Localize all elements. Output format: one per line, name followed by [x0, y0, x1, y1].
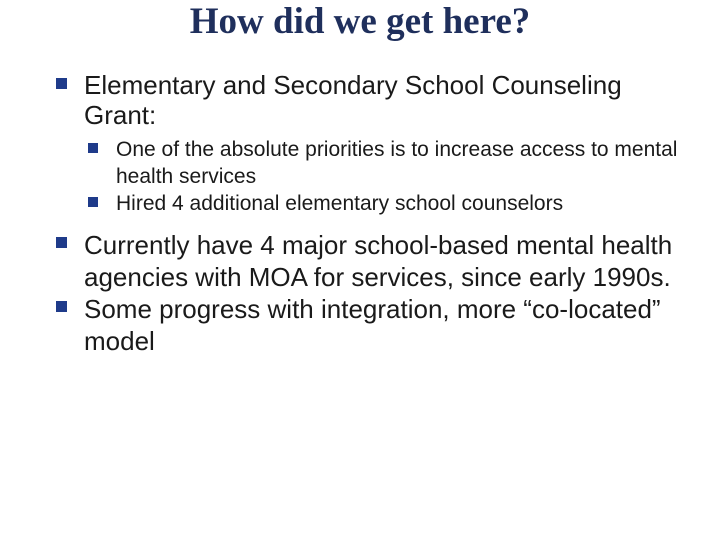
sub-bullet-item: [88, 190, 696, 217]
square-bullet-icon: [56, 78, 67, 89]
sub-bullet-item: [88, 136, 696, 190]
square-bullet-icon: [56, 301, 67, 312]
bullet-item: [56, 70, 696, 130]
bullet-text: Some progress with integration, more “co-located” model: [84, 294, 661, 356]
sub-bullet-text: Hired 4 additional elementary school counselors: [116, 192, 564, 215]
bullet-item: [56, 293, 696, 357]
sub-bullet-text: One of the absolute priorities is to increase access to mental health services: [116, 138, 678, 188]
bullet-list: [56, 70, 696, 357]
square-bullet-icon: [88, 197, 98, 207]
square-bullet-icon: [88, 143, 98, 153]
square-bullet-icon: [56, 237, 67, 248]
bullet-text: Currently have 4 major school-based mental health agencies with MOA for services, since early 1990s.: [84, 230, 673, 292]
bullet-text: Elementary and Secondary School Counseling Grant:: [84, 70, 622, 130]
bullet-item: [56, 229, 696, 293]
slide-title: How did we get here?: [189, 1, 531, 42]
